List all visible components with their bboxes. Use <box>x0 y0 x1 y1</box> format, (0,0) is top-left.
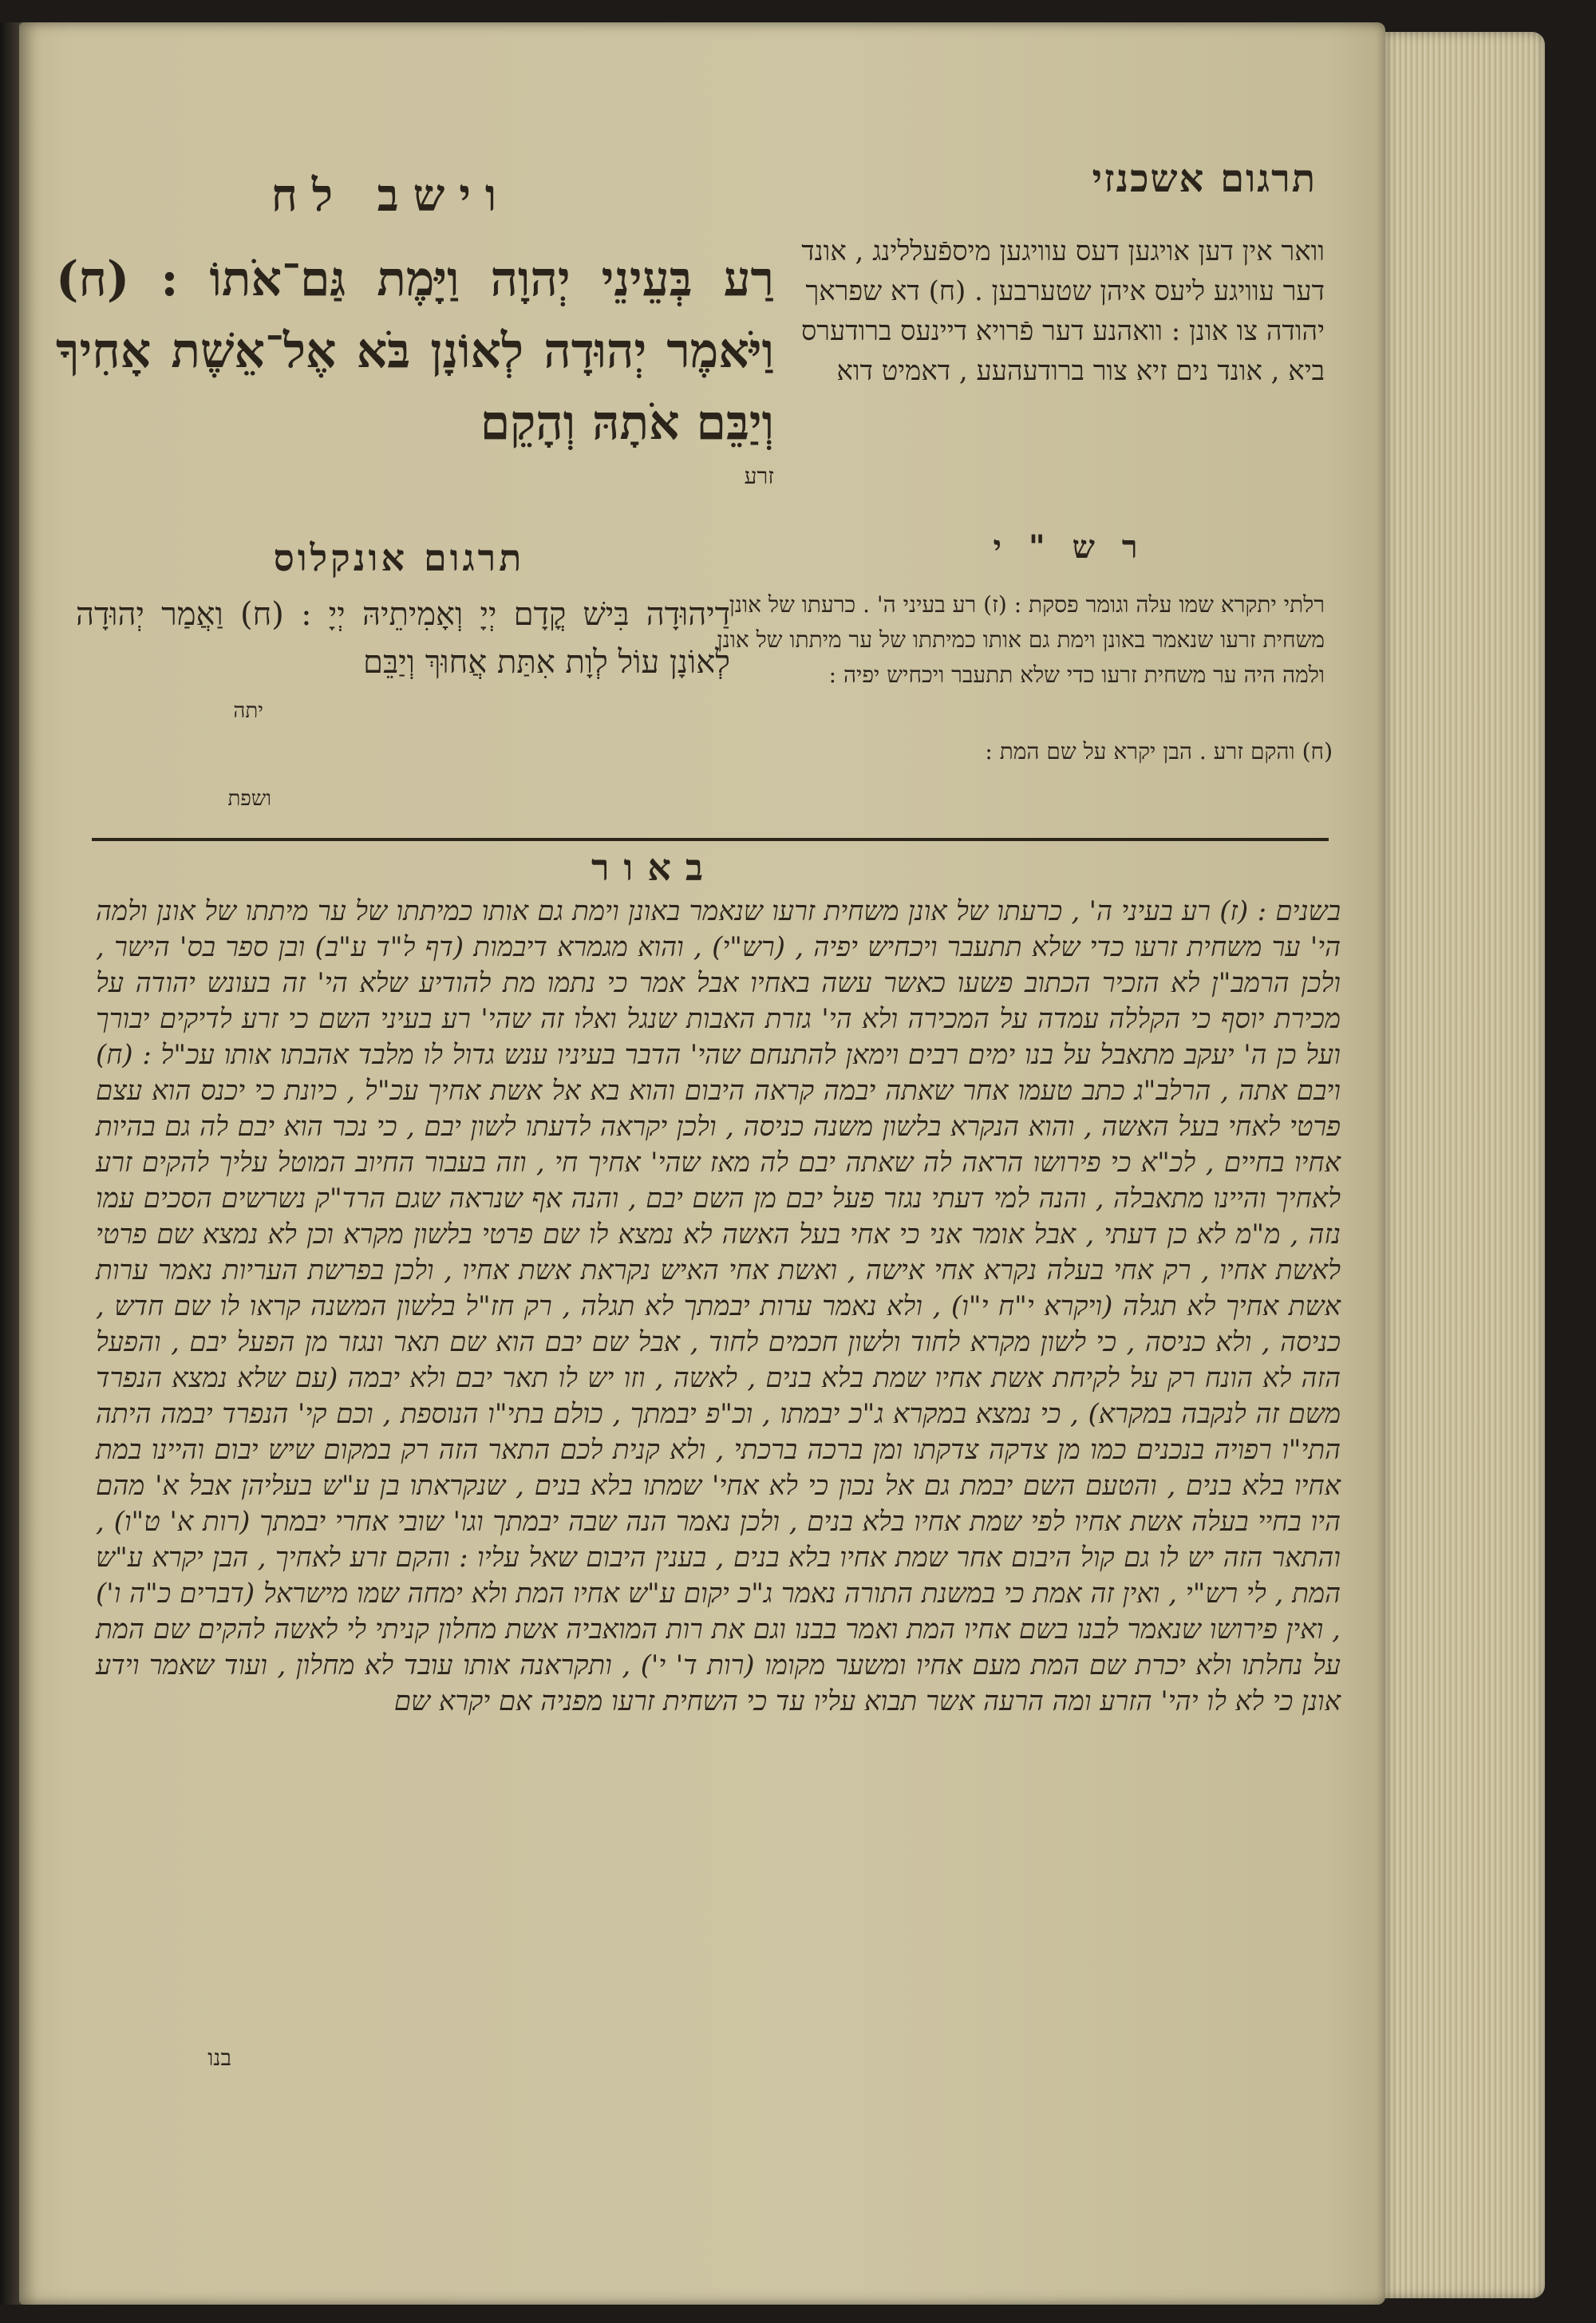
page-edges <box>1385 32 1545 2298</box>
biur-heading: באור <box>591 846 718 889</box>
targum-ashkenazi-heading: תרגום אשכנזי <box>1092 156 1317 201</box>
biur-catchword: בנו <box>207 2044 231 2071</box>
rashi-catchword: ושפת <box>227 787 271 811</box>
parasha-heading: וישב לח <box>271 169 512 222</box>
torah-text: רַע בְּעֵינֵי יְהוָה וַיָּמֶת גַּם־אֹתוֹ : (ח) וַיֹּאמֶר יְהוּדָה לְאוֹנָן בֹּא אֶל־אֵשֶׁת אָחִיךָ וְיַבֵּם אֹתָהּ וְהָקֵם <box>56 251 774 451</box>
biur-commentary-text: בשנים : (ז) רע בעיני ה' , כרעתו של אונן משחית זרעו שנאמר באונן וימת גם אותו כמיתתו של ער מיתתו של אונן ולמה הי' ער משחית זרעו כדי שלא תתעבר ויכחיש יפיה , (רש"י) , והוא מגמרא דיבמות (דף ל"ד ע"ב) ובן ספר בס' הישר , ולכן הרמב"ן לא הזכיר הכתוב פשעו כאשר עשה באחיו אבל אמר כי נתמו מת להודיע שלא הי' זה בעונש יהודה על מכירת יוסף כי הקללה עמדה על המכירה ולא הי' גזרת האבות שנגל ואלו זה שהי' רע בעיני השם כי זרע לדיקים יבורך ועל כן ה' יעקב מתאבל על בנו ימים רבים וימאן להתנחם שהי' הדבר בעיניו ענש גדול לו מלבד אהבתו אותו עכ"ל : (ח) ויבם אתה , הרלב"ג כתב טעמו אחר שאתה יבמה קראה היבום והוא בא אל אשת אחיך עכ"ל , כיונת כי יכנס הוא עצם פרטי לאחי בעל האשה , והוא הנקרא בלשון משנה כניסה , ולכן יקראה לדעתו לשון יבם , כי נכר הוא יבם לה גם בהיות אחיו בחיים , לכ"א כי פירושו הראה לה שאתה יבם לה מאז שהי' אחיך חי , וזה בעבור החיוב המוטל עליך להקים זרע לאחיך והיינו מתאבלה , והנה למי דעתי נגזר פעל יבם מן השם יבם , והנה אף שנראה שגם הרד"ק נשרשים הסכים עמו נזה , מ"מ לא כן דעתי , אבל אומר אני כי אחי בעל האשה לא נמצא לו שם פרטי בלשון מקרא וכן לא נמצא שם פרטי לאשת אחיו , רק אחי בעלה נקרא אחי אישה , ואשת אחי האיש נקראת אשת אחיו , ולכן בפרשת העריות נאמר ערות אשת אחיך לא תגלה (ויקרא י"ח י"ו) , ולא נאמר ערות יבמתך לא תגלה , רק חז"ל בלשון המשנה קראו לו שם חדש , כניסה , ולא כניסה , כי לשון מקרא לחוד ולשון חכמים לחוד , אבל שם יבם הוא שם תאר ונגזר מן הפעל יבם , והפעל הזה לא הונח רק על לקיחת אשת אחיו שמת בלא בנים , לאשה , וזו יש לו תאר יבם ולא יבמה (עם שלא נמצא הנפרד משם זה לנקבה במקרא) , כי נמצא במקרא ג"כ יבמתו , וכ"פ יבמתך , כולם בתי"ו הנוספת , וכם קי' הנפרד יבמה היתה התי"ו רפויה בנכנים כמו מן צדקה צדקתו ומן ברכה ברכתי , ולא קנית לכם התאר הזה רק במקום שיש יבום והיינו במת אחיו בלא בנים , והטעם השם יבמת גם אל נכון כי לא אחי' שמתו בלא בנים , שנקראתו בן ע"ש בעליהן אבל א' מהם היו בחיי בעלה אשת אחיו לפי שמת אחיו בלא בנים , ולכן נאמר הנה שבה יבמתך וגו' שובי אחרי יבמתך (רות א' ט"ו) , והתאר הזה יש לו גם קול היבום אחר שמת אחיו בלא בנים , בענין היבום שאל עליו : והקם זרע לאחיך , הבן יקרא ע"ש המת , לי רש"י , ואין זה אמת כי במשנת התורה נאמר ג"כ יקום ע"ש אחיו המת ולא ימחה שמו מישראל (דברים כ"ה ו') , ואין פירושו שנאמר לבנו בשם אחיו המת ואמר בבנו וגם את רות המואביה אשת מחלון קניתי לי לאשה להקים שם המת על נחלתו ולא יכרת שם המת מעם אחיו ומשער מקומו (רות ד' י') , ותקראנה אותו עובד לא מחלון , ועוד שאמר וידע אונן כי לא לו יהי' הזרע ומה הרעה אשר תבוא עליו עד כי השחית זרעו מפניה אם יקרא שם <box>96 895 1341 1717</box>
rashi-text: רלתי יתקרא שמו עלה וגומר פסקת : (ז) רע בעיני ה' . כרעתו של אונן משחית זרעו שנאמר באונן וימת גם אותו כמיתתו של ער מיתתו של אונן ולמה היה ער משחית זרעו כדי שלא תתעבר ויכחיש יפיה : <box>717 591 1325 688</box>
onkelos-heading: תרגום אונקלוס <box>273 536 525 579</box>
section-divider <box>92 838 1329 841</box>
onkelos-text: דַיהוּדָה בִּישׁ קֳדָם יְיָ וְאָמִיתֵיהּ יְיָ : (ח) וַאֲמַר יְהוּדָה לְאוֹנָן עוֹל לְוָת אִתַּת אֲחוּךְ וְיַבֵּם <box>76 596 730 681</box>
torah-catchword: זרע <box>744 463 774 489</box>
onkelos-catchword: יתה <box>233 699 263 723</box>
targum-ashkenazi-text: וואר אין דען אויגען דעס עוויגען מיספֿעללינג , אונד דער עוויגע ליעס איהן שטערבען . (ח) דא שפראך יהודה צו אונן : וואהנע דער פֿרויא דיינעס ברודערס ביא , אונד נים זיא צור ברודעהעע , דאמיט דוא <box>800 235 1325 387</box>
rashi-continuation: (ח) והקם זרע . הבן יקרא על שם המת : <box>985 738 1333 764</box>
rashi-heading: ר ש " י <box>993 528 1146 566</box>
